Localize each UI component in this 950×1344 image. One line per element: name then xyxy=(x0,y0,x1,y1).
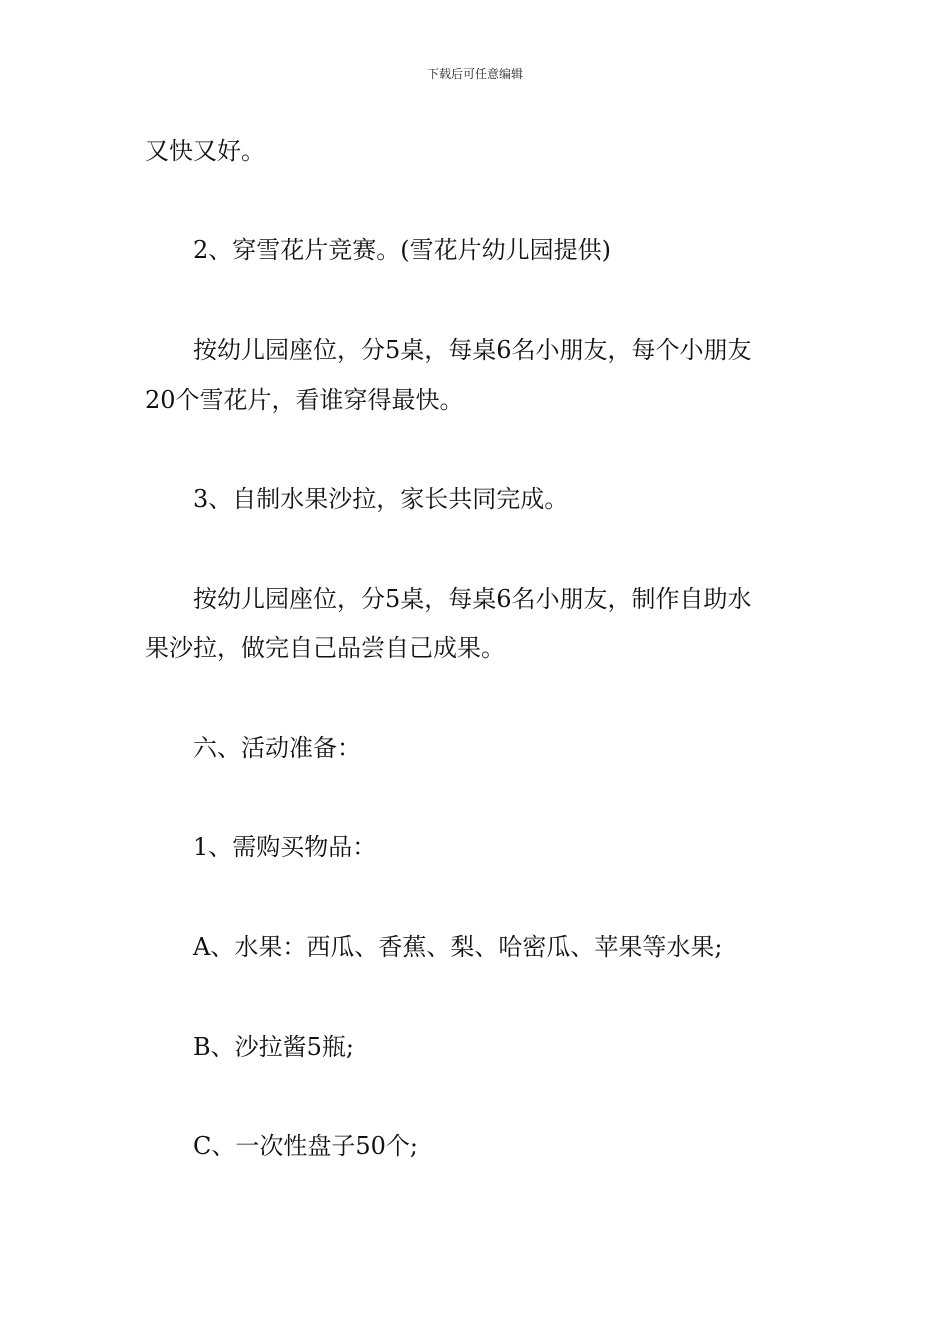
paragraph-line: 又快又好。 xyxy=(145,137,265,165)
list-item: C、一次性盘子50个; xyxy=(193,1132,418,1160)
section-heading: 3、自制水果沙拉，家长共同完成。 xyxy=(193,485,569,513)
paragraph-line: 按幼儿园座位，分5桌，每桌6名小朋友，制作自助水 xyxy=(193,585,752,613)
section-heading: 六、活动准备： xyxy=(193,734,361,762)
section-heading: 2、穿雪花片竞赛。(雪花片幼儿园提供) xyxy=(193,236,611,264)
paragraph-line: 按幼儿园座位，分5桌，每桌6名小朋友，每个小朋友 xyxy=(193,336,752,364)
subsection-heading: 1、需购买物品： xyxy=(193,833,377,861)
page-header-note: 下载后可任意编辑 xyxy=(426,67,523,81)
paragraph-line: 20个雪花片，看谁穿得最快。 xyxy=(145,386,464,414)
list-item: A、水果：西瓜、香蕉、梨、哈密瓜、苹果等水果; xyxy=(193,933,723,961)
paragraph-line: 果沙拉，做完自己品尝自己成果。 xyxy=(145,634,505,662)
list-item: B、沙拉酱5瓶; xyxy=(193,1033,354,1061)
